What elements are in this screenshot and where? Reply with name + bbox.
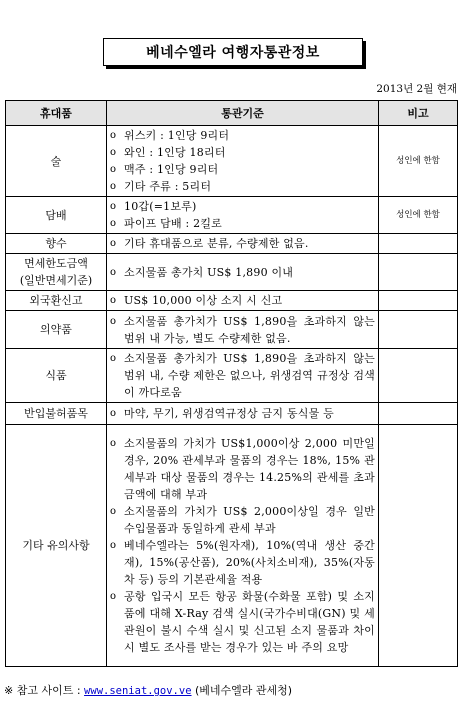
bullet-icon: o [110, 295, 117, 306]
row-standard [107, 403, 379, 425]
standard-text: 마약, 무기, 위생검역규정상 금지 동식물 등 [124, 407, 334, 420]
footer [4, 682, 292, 698]
table-row [6, 234, 458, 254]
standard-line [110, 503, 375, 537]
row-standard [107, 311, 379, 349]
row-note [379, 311, 458, 349]
standard-text: 소지물품 총가치가 US$ 1,890을 초과하지 않는 범위 내 가능, 별도 수량제한 없음. [124, 314, 375, 345]
footer-prefix: ※ 참고 사이트 : [4, 684, 85, 697]
standard-text: 베네수엘라는 5%(원자재), 10%(역내 생산 중간재), 15%(공산품), 20%(사치소비재), 35%(자동차 등) 등의 기본관세율 적용 [124, 539, 375, 586]
standard-text: 기타 주류 : 5리터 [124, 180, 212, 193]
standard-line [110, 161, 375, 178]
row-standard [107, 234, 379, 254]
bullet-icon: o [110, 353, 117, 364]
row-note [379, 349, 458, 403]
standard-text: 소지물품의 가치가 US$1,000이상 2,000 미만일 경우, 20% 관세부과 물품의 경우는 18%, 15% 관세부과 대상 물품의 경우는 14.25%의 관세를 초과금액에 대해 부과 [124, 437, 375, 501]
row-note [379, 234, 458, 254]
bullet-icon: o [110, 181, 117, 192]
standard-line [110, 405, 375, 422]
row-item: 의약품 [6, 311, 107, 349]
bullet-icon: o [110, 130, 117, 141]
row-item: 면세한도금액 (일반면세기준) [6, 254, 107, 291]
bullet-icon: o [110, 591, 117, 602]
bullet-icon: o [110, 164, 117, 175]
table-row [6, 291, 458, 311]
table-row [6, 311, 458, 349]
table-row [6, 126, 458, 197]
table-row [6, 254, 458, 291]
standard-line [110, 264, 375, 281]
bullet-icon: o [110, 438, 117, 449]
row-standard [107, 197, 379, 234]
standard-text: US$ 10,000 이상 소지 시 신고 [124, 294, 283, 307]
bullet-icon: o [110, 506, 117, 517]
standard-text: 소지물품 총가치 US$ 1,890 이내 [124, 265, 294, 279]
row-item: 외국환신고 [6, 291, 107, 311]
bullet-icon: o [110, 218, 117, 229]
bullet-icon: o [110, 147, 117, 158]
header-standard: 통관기준 [107, 101, 379, 126]
row-item: 담배 [6, 197, 107, 234]
standard-line [110, 178, 375, 195]
row-standard [107, 291, 379, 311]
page-title: 베네수엘라 여행자통관정보 [103, 38, 363, 66]
table-header-row [6, 101, 458, 126]
standard-line [110, 235, 375, 252]
row-item: 기타 유의사항 [6, 425, 107, 667]
bullet-icon: o [110, 266, 117, 278]
bullet-icon: o [110, 540, 117, 551]
row-standard [107, 254, 379, 291]
row-note [379, 254, 458, 291]
row-standard [107, 425, 379, 667]
standard-text: 맥주 : 1인당 9리터 [124, 163, 219, 176]
standard-text: 기타 휴대품으로 분류, 수량제한 없음. [124, 237, 309, 250]
customs-table [5, 100, 458, 667]
header-item: 휴대품 [6, 101, 107, 126]
row-item: 술 [6, 126, 107, 197]
row-standard [107, 349, 379, 403]
standard-line [110, 435, 375, 503]
standard-text: 10갑(=1보루) [124, 200, 197, 213]
row-item: 반입불허품목 [6, 403, 107, 425]
standard-line [110, 215, 375, 232]
row-note [379, 403, 458, 425]
standard-line [110, 350, 375, 401]
table-row [6, 425, 458, 667]
reference-link[interactable]: www.seniat.gov.ve [84, 685, 192, 697]
bullet-icon: o [110, 408, 117, 419]
standard-line [110, 313, 375, 347]
standard-line [110, 537, 375, 588]
row-note [379, 425, 458, 667]
header-note: 비고 [379, 101, 458, 126]
standard-line [110, 292, 375, 309]
standard-text: 소지물품 총가치가 US$ 1,890을 초과하지 않는 범위 내, 수량 제한은 없으나, 위생검역 규정상 검색이 까다로움 [124, 352, 375, 399]
row-item: 식품 [6, 349, 107, 403]
bullet-icon: o [110, 238, 117, 249]
row-item: 향수 [6, 234, 107, 254]
standard-text: 소지물품의 가치가 US$ 2,000이상일 경우 일반 수입물품과 동일하게 관세 부과 [124, 505, 375, 535]
row-note: 성인에 한함 [379, 126, 458, 197]
standard-text: 위스키 : 1인당 9리터 [124, 129, 230, 142]
standard-text: 공항 입국시 모든 항공 화물(수화물 포함) 및 소지품에 대해 X-Ray 검색 실시(국가수비대(GN) 및 세관원이 불시 수색 실시 및 신고된 소지 물품과 차이시 별도 조사를 받는 경우가 있는 바 주의 요망 [124, 590, 375, 654]
date-label: 2013년 2월 현재 [376, 83, 457, 95]
bullet-icon: o [110, 315, 117, 327]
standard-line [110, 127, 375, 144]
footer-suffix: (베네수엘라 관세청) [191, 684, 293, 697]
row-note: 성인에 한함 [379, 197, 458, 234]
table-row [6, 349, 458, 403]
standard-text: 와인 : 1인당 18리터 [124, 146, 226, 159]
bullet-icon: o [110, 201, 117, 212]
row-note [379, 291, 458, 311]
table-row [6, 403, 458, 425]
standard-text: 파이프 담배 : 2킬로 [124, 217, 222, 230]
standard-line [110, 144, 375, 161]
standard-line [110, 198, 375, 215]
row-standard [107, 126, 379, 197]
standard-line [110, 588, 375, 656]
table-row [6, 197, 458, 234]
